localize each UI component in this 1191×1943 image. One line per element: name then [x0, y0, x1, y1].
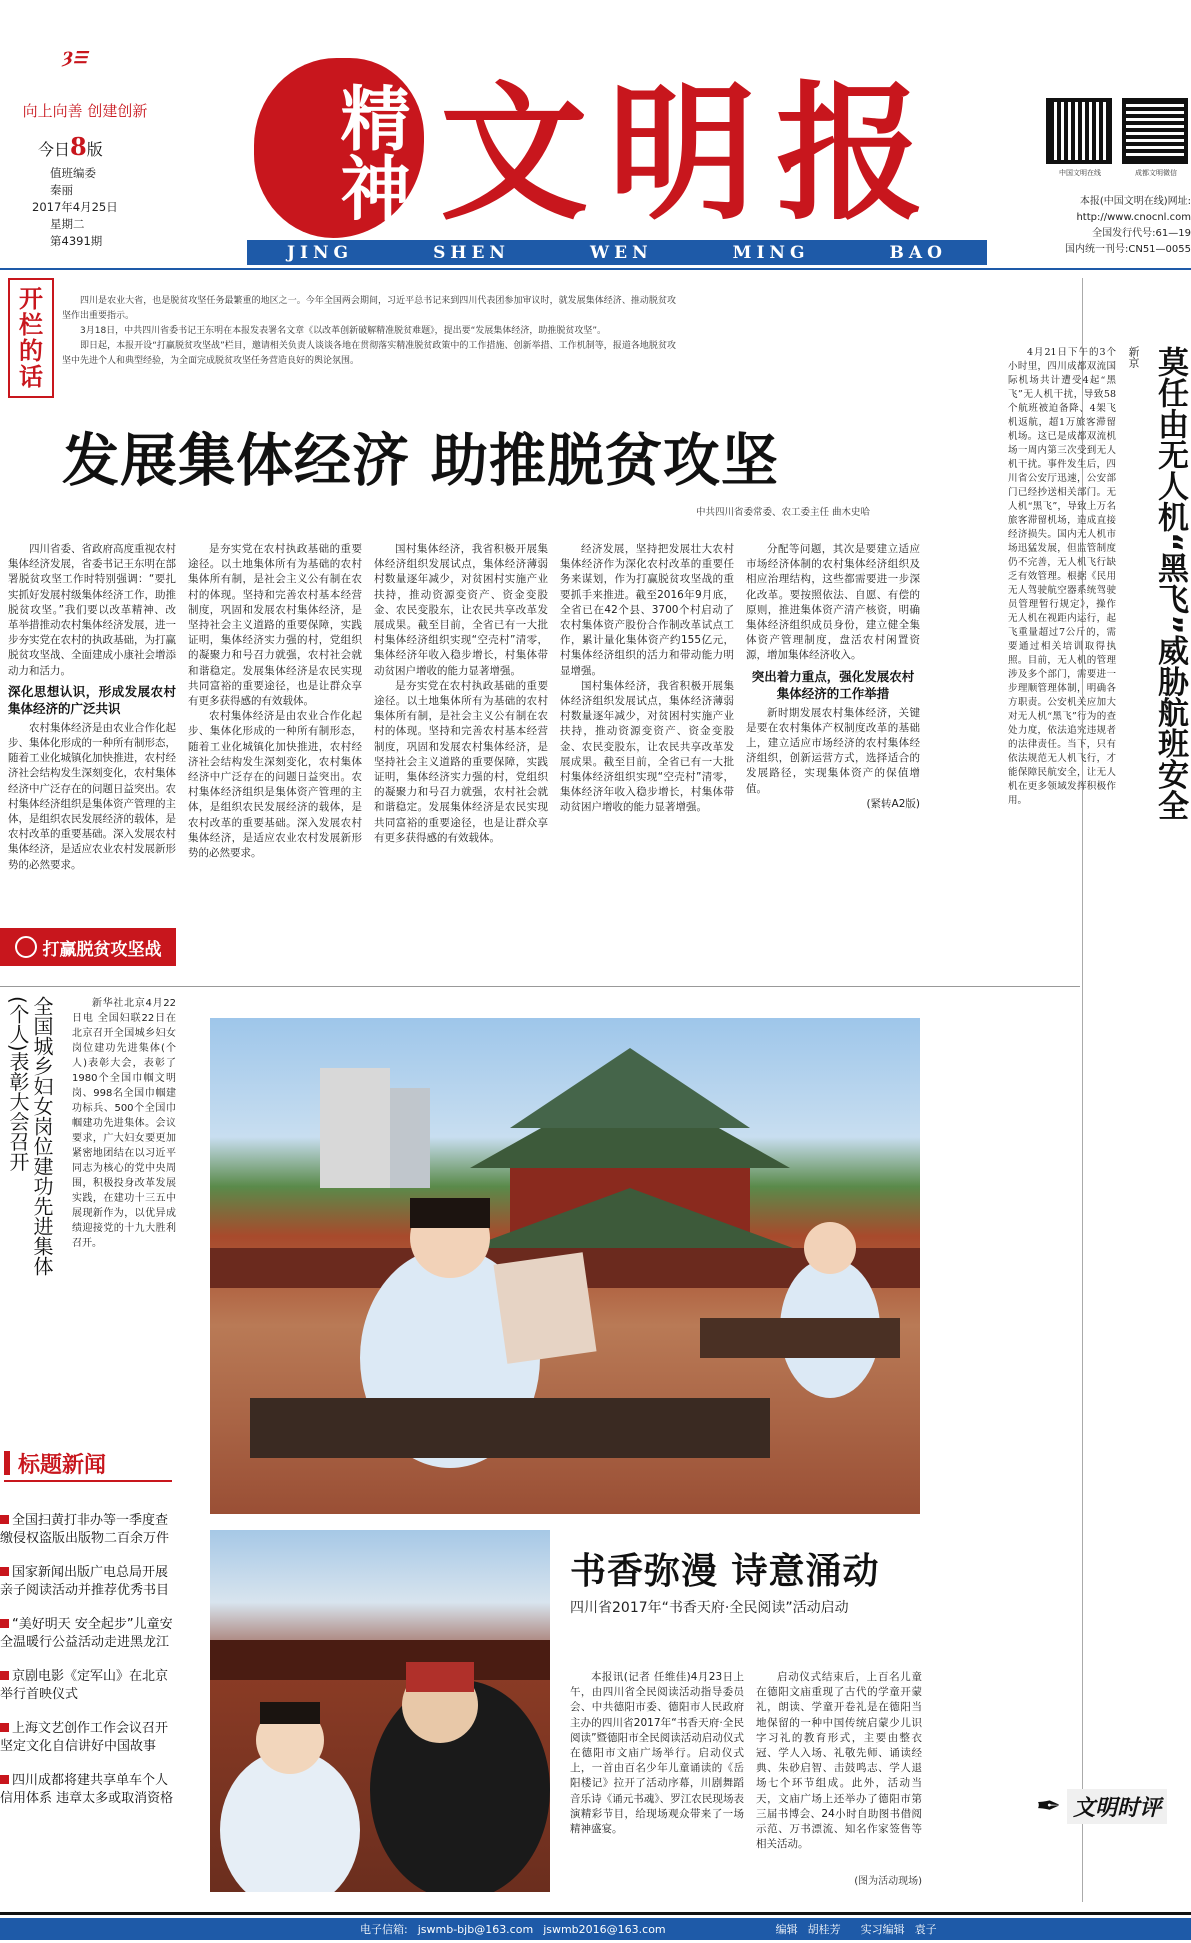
reading-col-2: 启动仪式结束后，上百名儿童在德阳文庙重现了古代的学童开蒙礼，朗读、学童开卷礼是在德阳当地保留的一种中国传统启蒙少儿识字习礼的教育形式，主要由整衣冠、学人入场、礼敬先师、诵读经典、朱砂启智、击鼓鸣志、学人退场七个环节组成。此外，活动当天，文庙广场上还举办了德阳市第三届书博会、24小时自助图书借阅示范、万书漂流、知名作家签售等相关活动。 [756, 1671, 922, 1851]
photo-illustration-2 [210, 1530, 550, 1892]
masthead-seal: 精神 [254, 58, 424, 238]
masthead-slogan: 向上向善 创建创新 [22, 102, 148, 120]
bullet-icon [0, 1515, 9, 1524]
photo-reading-ceremony [210, 1018, 920, 1514]
masthead-bottom-rule [0, 268, 1191, 270]
opening-label: 开栏的话 [8, 278, 54, 398]
bullet-icon [0, 1775, 9, 1784]
photo-illustration [210, 1018, 920, 1514]
qr-label-left: 中国文明在线 [1059, 169, 1101, 177]
today-pages: 今日8版 [38, 132, 103, 161]
main-article-col-3: 国村集体经济，我省积极开展集体经济组织发展试点，集体经济薄弱村数量逐年减少，对贫困村实施产业扶持，推动资源变资产、资金变股金、农民变股东，让农民共享改革发展成果。截至目前，全省已有一大批村集体经济组织实现“空壳村”清零，集体经济年收入稳步增长，村集体带动贫困户增收的能力显著增强。 是夯实党在农村执政基础的重要途径。以土地集体所有为基础的农村集体所有制，是社会主义公有制在农村的体现。坚持和完善农村基本经营制度，巩固和发展农村集体经济，是坚持社会主义道路的重要保障，实践证明，集体经济实力强的村，党组织的凝聚力和号召力就强，农村社会就和谐稳定。发展集体经济是农民实现共同富裕的重要途径，也是让群众享有更多获得感的有效载体。 [374, 543, 548, 844]
reading-col-1: 本报讯(记者 任维佳)4月23日上午，由四川省全民阅读活动指导委员会、中共德阳市委、德阳市人民政府主办的四川省2017年“书香天府·全民阅读”暨德阳市全民阅读活动启动仪式在德阳市文庙广场举行。启动仪式上，一首由百名少年儿童诵读的《岳阳楼记》拉开了活动序幕，川剧舞蹈音乐诗《诵元书魂》、罗江农民现场表演精彩节目，给现场观众带来了一场精神盛宴。 [570, 1671, 744, 1836]
opening-box: 四川是农业大省，也是脱贫攻坚任务最繁重的地区之一。今年全国两会期间，习近平总书记来到四川代表团参加审议时，就发展集体经济、推动脱贫攻坚作出重要指示。 3月18日，中共四川省委书记王东明在本报发表署名文章《以改革创新破解精准脱贫难题》，提出要“发展集体经济，助推脱贫攻坚”。 即日起，本报开设“打赢脱贫攻坚战”栏目，邀请相关负责人谈谈各地在贯彻落实精准脱贫政策中的工作措施、创新举措、工作机制等，报道各地脱贫攻坚中先进个人和典型经验，为全面完成脱贫攻坚任务营造良好的舆论氛围。 [62, 296, 676, 366]
bullet-icon [0, 1671, 9, 1680]
drone-author-tag: 新京 [1127, 346, 1140, 368]
main-article-col-2: 是夯实党在农村执政基础的重要途径。以土地集体所有为基础的农村集体所有制，是社会主义公有制在农村的体现。坚持和完善农村基本经营制度，巩固和发展农村集体经济，是坚持社会主义道路的重要保障，实践证明，集体经济实力强的村，党组织的凝聚力和号召力就强，农村社会就和谐稳定。发展集体经济是农民实现共同富裕的重要途径，也是让群众享有更多获得感的有效载体。 农村集体经济是由农业合作化起步、集体化形成的一种所有制形态，随着工业化城镇化加快推进，农村经济社会结构发生深刻变化，农村集体经济中广泛存在的问题日益突出。农村集体经济组织是集体资产管理的主体，是组织农民发展经济的载体，是农村改革的重要基础。深入发展农村集体经济，是适应农业农村发展新形势的必然要求。 [188, 543, 362, 860]
headline-news-item[interactable]: “美好明天 安全起步”儿童安全温暖行公益活动走进黑龙江 [0, 1617, 173, 1650]
main-article-col-4: 经济发展，坚持把发展壮大农村集体经济作为深化农村改革的重要任务来谋划，作为打赢脱贫攻坚战的重要抓手来推进。截至2016年9月底，全省已在42个县、3700个村启动了农村集体资产股份合作制改革试点工作，累计量化集体资产约155亿元，村集体经济组织的活力和带动能力明显增强。 国村集体经济，我省积极开展集体经济组织发展试点，集体经济薄弱村数量逐年减少，对贫困村实施产业扶持，推动资源变资产、资金变股金、农民变股东，让农民共享改革发展成果。截至目前，全省已有一大批村集体经济组织实现“空壳村”清零，集体经济年收入稳步增长，村集体带动贫困户增收的能力显著增强。 [560, 543, 734, 814]
pinyin-band: JING SHEN WEN MING BAO [247, 240, 987, 265]
masthead-info: 值班编委 秦丽 2017年4月25日 星期二 第4391期 [32, 166, 118, 248]
headline-news-item[interactable]: 四川成都将建共享单车个人信用体系 违章太多或取消资格 [0, 1773, 174, 1806]
women-headline: 全国城乡妇女岗位建功先进集体(个人)表彰大会召开 [6, 996, 54, 1276]
masthead-logo: Ȝ☰ [62, 48, 88, 67]
footer-rule [0, 1912, 1191, 1915]
drone-story-text: 4月21日下午的3个小时里，四川成都双流国际机场共计遭受4起“黑飞”无人机干扰，导致58个航班被迫备降、4架飞机返航，超1万旅客滞留机场。这已是成都双流机场一周内第三次受到无人机干扰。事件发生后，四川省公安厅迅速，公安部门已经抄送相关部门。无人机“黑飞”，导致上万名旅客滞留机场，造成直接经济损失。国内无人机市场迅猛发展，但监管制度仍不完善，无人机飞行缺乏有效管理。根据《民用无人驾驶航空器系统驾驶员管理暂行规定》，操作无人机在视距内运行，起飞重量超过7公斤的，需要通过相关培训取得执照。目前，无人机的管理涉及多个部门，需要进一步理顺管理体制，明确各方职责。公安机关应加大对无人机“黑飞”行为的查处力度，依法追究违规者的法律责任。当下，只有依法规范无人机飞行，才能保障民航安全，让无人机在更多领域发挥积极作用。 [1008, 347, 1116, 806]
headline-news-label: 标题新闻 [4, 1446, 172, 1482]
bullet-icon [0, 1723, 9, 1732]
section-divider [0, 986, 1080, 987]
headline-news-list [0, 1512, 176, 1824]
bullet-icon [0, 1619, 9, 1628]
headline-news-item[interactable]: 全国扫黄打非办等一季度查缴侵权盗版出版物二百余万件 [0, 1513, 170, 1546]
bullet-icon [0, 1567, 9, 1576]
women-story-text: 新华社北京4月22日电 全国妇联22日在北京召开全国城乡妇女岗位建功先进集体(个人)表彰大会，表彰了1980个全国巾帼文明岗、998名全国巾帼建功标兵、500个全国巾帼建功先进集体。会议要求，广大妇女要更加紧密地团结在以习近平同志为核心的党中央周围，积极投身改革发展实践，在建功十三五中展现新作为，以优异成绩迎接党的十九大胜利召开。 [72, 998, 176, 1249]
headline-news-item[interactable]: 京剧电影《定军山》在北京举行首映仪式 [0, 1669, 169, 1702]
headline-news-item[interactable]: 国家新闻出版广电总局开展亲子阅读活动并推荐优秀书目 [0, 1565, 170, 1598]
main-byline: 中共四川省委常委、农工委主任 曲木史哈 [695, 507, 870, 518]
photo-enlightenment-rite [210, 1530, 550, 1892]
masthead-codes: 本报(中国文明在线)网址: http://www.cnocnl.com 全国发行代号:61—19 国内统一刊号:CN51—0055 [1064, 196, 1191, 255]
footer-bar: 电子信箱: jswmb-bjb@163.com jswmb2016@163.com 编辑 胡桂芳 实习编辑 袁子 [0, 1918, 1191, 1940]
jump-line: (紧转A2版) [866, 797, 920, 810]
pen-icon: ✒ [1036, 1788, 1062, 1824]
reading-subhead: 四川省2017年“书香天府·全民阅读”活动启动 [570, 1600, 849, 1616]
headline-news-item[interactable]: 上海文艺创作工作会议召开 坚定文化自信讲好中国故事 [0, 1721, 169, 1754]
qr-code-right[interactable] [1122, 98, 1188, 164]
main-headline: 发展集体经济 助推脱贫攻坚 [62, 428, 779, 494]
reading-source: (图为活动现场) [854, 1876, 922, 1887]
banner-icon [15, 936, 37, 958]
reading-headline: 书香弥漫 诗意涌动 [570, 1551, 880, 1592]
main-article-col-5: 分配等问题，其次是要建立适应市场经济体制的农村集体经济组织及相应治理结构，这些都需要进一步深化改革。要按照依法、自愿、有偿的原则，推进集体资产清产核资，明确集体经济组织成员身份，建立健全集体资产管理制度，盘活农村闲置资源，增加集体经济收入。 突出着力重点，强化发展农村集体经济的工作举措 新时期发展农村集体经济，关键是要在农村集体产权制度改革的基础上，建立适应市场经济的农村集体经济组织，创新运营方式，选择适合的发展路径，实现集体资产的保值增值。 (紧转A2版) [746, 542, 920, 962]
column-banner: 打赢脱贫攻坚战 [0, 928, 176, 966]
qr-code-left[interactable] [1046, 98, 1112, 164]
main-article-col-1: 四川省委、省政府高度重视农村集体经济发展，省委书记王东明在部署脱贫攻坚工作时特别强调：“要扎实抓好发展村级集体经济工作，助推脱贫攻坚。”我们要以改革精神、改革举措推动农村集体经济发展，进一步夯实党在农村的执政基础，为打赢脱贫攻坚战、全面建成小康社会增添动力和活力。 深化思想认识，形成发展农村集体经济的广泛共识 农村集体经济是由农业合作化起步、集体化形成的一种所有制形态，随着工业化城镇化加快推进，农村经济社会结构发生深刻变化，农村集体经济中广泛存在的问题日益突出。农村集体经济组织是集体资产管理的主体，是组织农民发展经济的载体，是农村改革的重要基础。深入发展农村集体经济，是适应农业农村发展新形势的必然要求。 [8, 543, 176, 871]
qr-label-right: 成都文明微信 [1135, 169, 1177, 177]
drone-headline: 莫任由无人机“黑飞”威胁航班安全 [1152, 346, 1188, 821]
headline-news-marker [4, 1451, 10, 1475]
comment-column-badge: ✒ 文明时评 [1036, 1782, 1186, 1830]
masthead-title: 文明报 [440, 66, 944, 240]
